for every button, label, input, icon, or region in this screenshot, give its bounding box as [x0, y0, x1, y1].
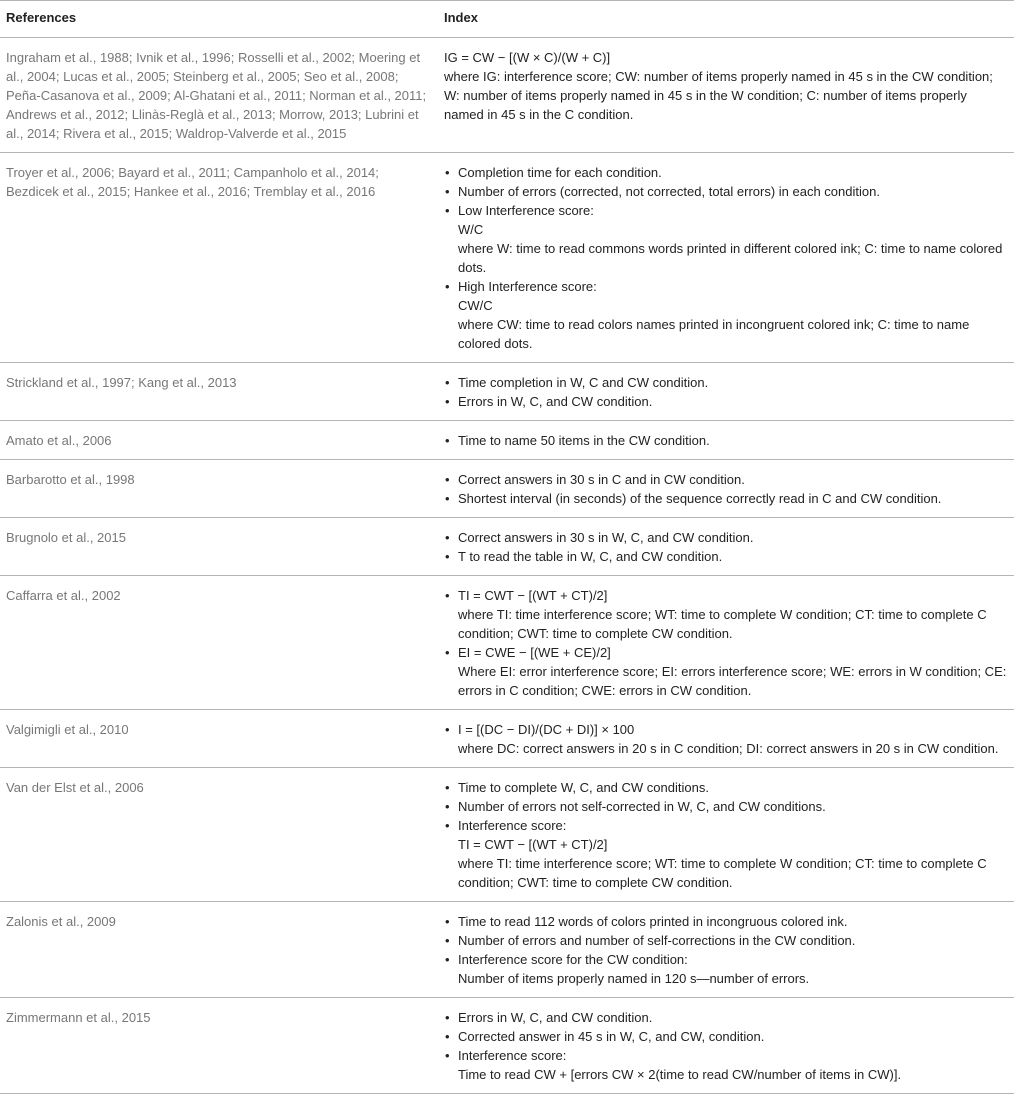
references-cell: Valgimigli et al., 2010: [0, 710, 438, 768]
list-item: [444, 373, 1008, 392]
list-item-line: • EI = CWE − [(WE + CE)/2]: [458, 645, 611, 660]
table-row: [0, 460, 1014, 518]
table-row: [0, 518, 1014, 576]
list-item-line: • Completion time for each condition.: [458, 165, 662, 180]
list-item: [444, 816, 1008, 892]
references-cell: Ingraham et al., 1988; Ivnik et al., 1996; Rosselli et al., 2002; Moering et al., 2004; Lucas et al., 2005; Steinberg et al., 2005; Seo et al., 2008; Peña-Casanova et al., 2009; Al-Ghatani et al., 2011; Norman et al., 2011; Andrews et al., 2012; Llinàs-Reglà et al., 2013; Morrow, 2013; Lubrini et al., 2014; Rivera et al., 2015; Waldrop-Valverde et al., 2015: [0, 38, 438, 153]
index-cell: [438, 421, 1014, 460]
table-row: [0, 363, 1014, 421]
index-cell: [438, 576, 1014, 710]
references-cell: Brugnolo et al., 2015: [0, 518, 438, 576]
references-cell: Caffarra et al., 2002: [0, 576, 438, 710]
index-cell: [438, 363, 1014, 421]
index-list: [444, 778, 1008, 892]
table-row: [0, 576, 1014, 710]
list-item-line: • Number of errors and number of self-corrections in the CW condition.: [458, 933, 856, 948]
list-item-line: • Interference score:: [458, 818, 567, 833]
list-item: [444, 586, 1008, 643]
list-item-line: • Time completion in W, C and CW condition.: [458, 375, 709, 390]
references-cell: Strickland et al., 1997; Kang et al., 2013: [0, 363, 438, 421]
index-list: [444, 163, 1008, 353]
references-cell: Troyer et al., 2006; Bayard et al., 2011; Campanholo et al., 2014; Bezdicek et al., 2015; Hankee et al., 2016; Tremblay et al., 2016: [0, 153, 438, 363]
list-item: [444, 489, 1008, 508]
list-item-line: where TI: time interference score; WT: time to complete W condition; CT: time to complete C condition; CWT: time to complete CW condition.: [458, 607, 987, 641]
table-row: [0, 153, 1014, 363]
list-item: [444, 1046, 1008, 1084]
index-list: [444, 470, 1008, 508]
list-item-line: • I = [(DC − DI)/(DC + DI)] × 100: [458, 722, 635, 737]
index-description: where IG: interference score; CW: number of items properly named in 45 s in the CW condition; W: number of items properly named in 45 s in the W condition; C: number of items properly named in 45 s in the C condition.: [444, 69, 993, 122]
list-item: [444, 528, 1008, 547]
header-row: [0, 1, 1014, 38]
index-cell: [438, 768, 1014, 902]
list-item-line: • Low Interference score:: [458, 203, 594, 218]
index-cell: [438, 38, 1014, 153]
list-item: [444, 431, 1008, 450]
list-item: [444, 392, 1008, 411]
list-item-line: • Interference score for the CW condition:: [458, 952, 688, 967]
index-list: [444, 1008, 1008, 1084]
list-item: [444, 1008, 1008, 1027]
references-cell: Zimmermann et al., 2015: [0, 998, 438, 1094]
list-item-line: • TI = CWT − [(WT + CT)/2]: [458, 588, 608, 603]
table-row: [0, 768, 1014, 902]
index-list: [444, 431, 1008, 450]
list-item: [444, 643, 1008, 700]
table-row: [0, 710, 1014, 768]
index-list: [444, 912, 1008, 988]
list-item-line: • Shortest interval (in seconds) of the sequence correctly read in C and CW condition.: [458, 491, 942, 506]
index-header: Index: [438, 1, 1014, 38]
list-item-line: • Errors in W, C, and CW condition.: [458, 394, 653, 409]
list-item: [444, 950, 1008, 988]
list-item-line: W/C: [458, 222, 484, 237]
list-item-line: • High Interference score:: [458, 279, 597, 294]
list-item-line: • T to read the table in W, C, and CW condition.: [458, 549, 723, 564]
list-item: [444, 182, 1008, 201]
list-item-line: Where EI: error interference score; EI: errors interference score; WE: errors in W condition; CE: errors in C condition; CWE: errors in CW condition.: [458, 664, 1007, 698]
list-item-line: • Number of errors (corrected, not corrected, total errors) in each condition.: [458, 184, 880, 199]
list-item-line: • Errors in W, C, and CW condition.: [458, 1010, 653, 1025]
list-item-line: • Time to complete W, C, and CW conditions.: [458, 780, 709, 795]
table-row: [0, 902, 1014, 998]
list-item: [444, 277, 1008, 353]
list-item-line: • Corrected answer in 45 s in W, C, and CW, condition.: [458, 1029, 765, 1044]
list-item-line: where DC: correct answers in 20 s in C condition; DI: correct answers in 20 s in CW condition.: [458, 741, 999, 756]
list-item-line: Number of items properly named in 120 s—number of errors.: [458, 971, 810, 986]
list-item-line: • Interference score:: [458, 1048, 567, 1063]
list-item-line: • Time to read 112 words of colors printed in incongruous colored ink.: [458, 914, 848, 929]
references-cell: Amato et al., 2006: [0, 421, 438, 460]
table-body: [0, 38, 1014, 1094]
list-item: [444, 720, 1008, 758]
list-item-line: • Time to name 50 items in the CW condition.: [458, 433, 710, 448]
list-item-line: where TI: time interference score; WT: time to complete W condition; CT: time to complete C condition; CWT: time to complete CW condition.: [458, 856, 987, 890]
list-item: [444, 778, 1008, 797]
table-row: [0, 38, 1014, 153]
list-item: [444, 470, 1008, 489]
list-item-line: where W: time to read commons words printed in different colored ink; C: time to name colored dots.: [458, 241, 1003, 275]
references-cell: Barbarotto et al., 1998: [0, 460, 438, 518]
list-item: [444, 547, 1008, 566]
index-cell: [438, 518, 1014, 576]
references-cell: Van der Elst et al., 2006: [0, 768, 438, 902]
index-list: [444, 720, 1008, 758]
list-item: [444, 797, 1008, 816]
index-cell: [438, 710, 1014, 768]
table-row: [0, 998, 1014, 1094]
list-item-line: where CW: time to read colors names printed in incongruent colored ink; C: time to name colored dots.: [458, 317, 970, 351]
list-item-line: Time to read CW + [errors CW × 2(time to read CW/number of items in CW)].: [458, 1067, 902, 1082]
list-item: [444, 163, 1008, 182]
references-header: References: [0, 1, 438, 38]
index-cell: [438, 998, 1014, 1094]
list-item-line: • Correct answers in 30 s in C and in CW condition.: [458, 472, 745, 487]
index-cell: [438, 460, 1014, 518]
list-item: [444, 201, 1008, 277]
index-list: [444, 373, 1008, 411]
list-item-line: CW/C: [458, 298, 493, 313]
references-cell: Zalonis et al., 2009: [0, 902, 438, 998]
list-item-line: • Number of errors not self-corrected in W, C, and CW conditions.: [458, 799, 826, 814]
list-item: [444, 912, 1008, 931]
table-row: [0, 421, 1014, 460]
index-list: [444, 528, 1008, 566]
list-item: [444, 1027, 1008, 1046]
index-list: [444, 586, 1008, 700]
list-item-line: TI = CWT − [(WT + CT)/2]: [458, 837, 608, 852]
list-item-line: • Correct answers in 30 s in W, C, and CW condition.: [458, 530, 754, 545]
index-cell: [438, 902, 1014, 998]
index-formula: IG = CW − [(W × C)/(W + C)]: [444, 50, 611, 65]
index-cell: [438, 153, 1014, 363]
list-item: [444, 931, 1008, 950]
